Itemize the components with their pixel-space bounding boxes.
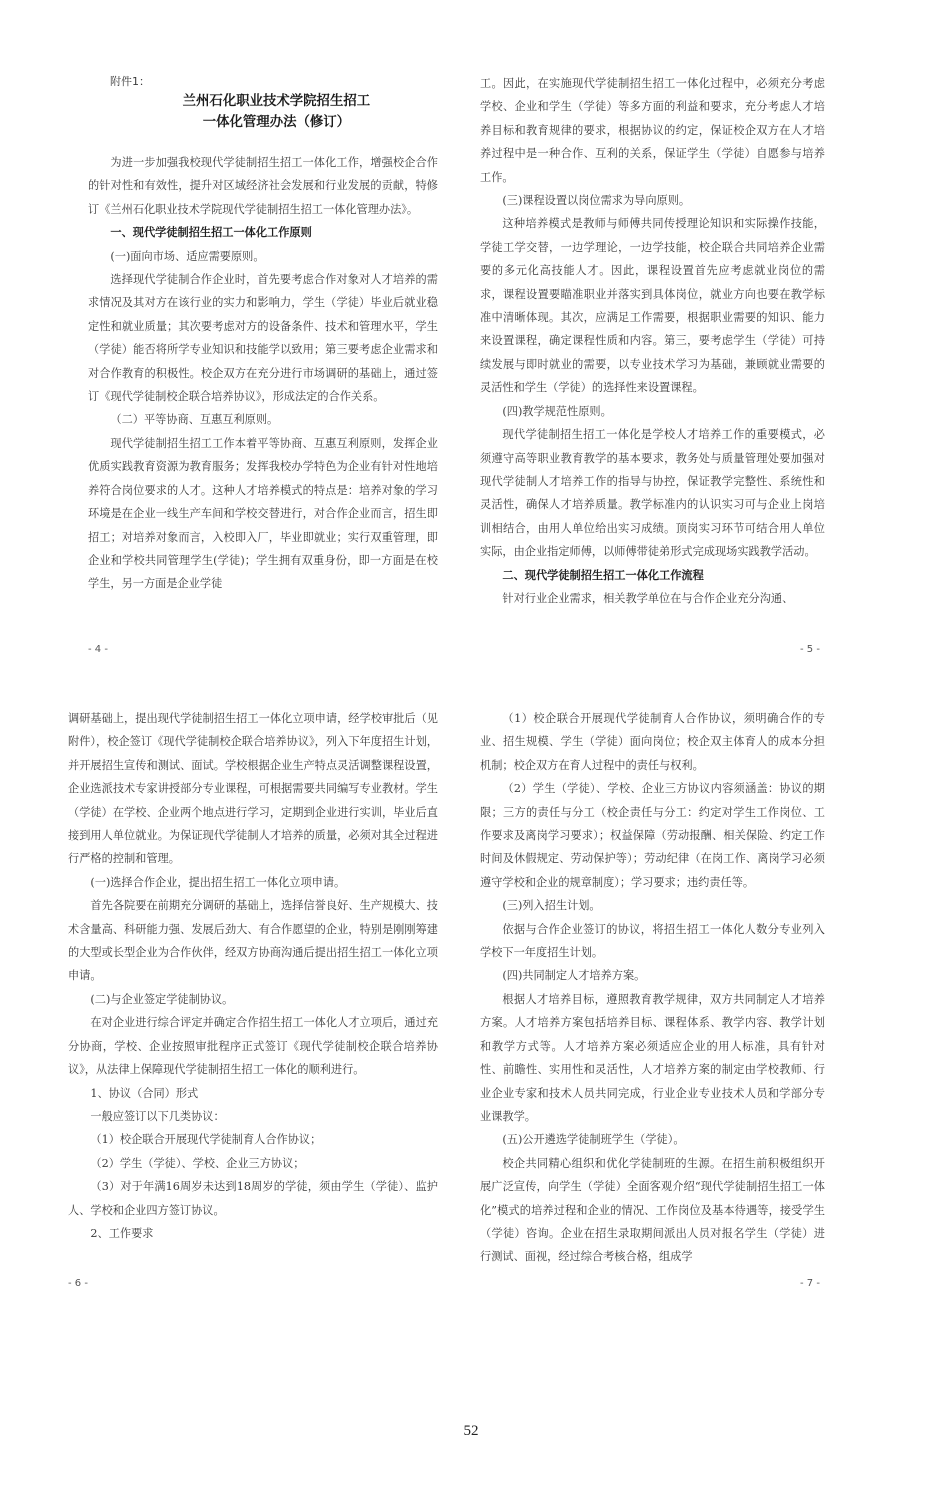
subheading-student-selection: (五)公开遴选学徒制班学生（学徒）。 <box>502 1133 685 1147</box>
paragraph-curriculum: 这种培养模式是教师与师傅共同传授理论知识和实际操作技能，学徒工学交替，一边学理论，一边学技能，校企联合共同培养企业需要的多元化高技能人才。因此，课程设置首先应考虑就业岗位的需求，课程设置要瞄准职业并落实到具体岗位，就业方向也要在教学标准中清晰体现。其次，应满足工作需要，根据职业需要的知识、能力来设置课程，确定课程性质和内容。第三，要考虑学生（学徒）可持续发展与即时就业的需要，以专业技术学习为基础，兼顾就业需要的灵活性和学生（学徒）的选择性来设置课程。 <box>480 217 825 395</box>
paragraph-process-start: 针对行业企业需求，相关教学单位在与合作企业充分沟通、 <box>502 591 794 605</box>
paragraph-market: 选择现代学徒制合作企业时，首先要考虑合作对象对人才培养的需求情况及其对方在该行业的实力和影响力，学生（学徒）毕业后就业稳定性和就业质量；其次要考虑对方的设备条件、技术和管理水平，学生（学徒）能否将所学专业知识和技能学以致用；第三要考虑企业需求和对合作教育的积极性。校企双方在充分进行市场调研的基础上，通过签订《现代学徒制校企联合培养协议》，形成法定的合作关系。 <box>88 273 438 404</box>
paragraph-cooperation-agreement: （1）校企联合开展现代学徒制育人合作协议，须明确合作的专业、招生规模、学生（学徒）面向岗位；校企双主体育人的成本分担机制；校企双方在育人过程中的责任与权利。 <box>480 712 825 772</box>
paragraph-tripartite-agreement: （2）学生（学徒）、学校、企业三方协议内容须涵盖：协议的期限；三方的责任与分工（校企责任与分工：约定对学生工作岗位、工作要求及离岗学习要求）；权益保障（劳动报酬、相关保险、约定工作时间及休假规定、劳动保护等）；劳动纪律（在岗工作、离岗学习必须遵守学校和企业的规章制度）；学习要求；违约责任等。 <box>480 782 825 889</box>
document-title-line2: 一体化管理办法（修订） <box>202 115 351 130</box>
section-heading-principles: 一、现代学徒制招生招工一体化工作原则 <box>110 226 312 240</box>
subheading-market: (一)面向市场、适应需要原则。 <box>110 249 265 263</box>
paragraph-select-enterprise: 首先各院要在前期充分调研的基础上，选择信誉良好、生产规模大、技术含量高、科研能力强、发展后劲大、有合作愿望的企业，特别是刚刚筹建的大型或长型企业为合作伙伴，经双方协商沟通后提出招生招工一体化立项申请。 <box>68 899 438 983</box>
section-heading-process: 二、现代学徒制招生招工一体化工作流程 <box>502 568 704 582</box>
page-6 <box>68 707 438 1277</box>
paragraph-continued: 调研基础上，提出现代学徒制招生招工一体化立项申请，经学校审批后（见附件），校企签订《现代学徒制校企联合培养协议》，列入下年度招生计划，并开展招生宣传和测试、面试。学校根据企业生产特点灵活调整课程设置，企业选派技术专家讲授部分专业课程，可根据需要共同编写专业教材。学生（学徒）在学校、企业两个地点进行学习，定期到企业进行实训，毕业后直接到用人单位就业。为保证现代学徒制人才培养的质量，必须对其全过程进行严格的控制和管理。 <box>68 712 438 866</box>
paragraph-teaching: 现代学徒制招生招工一体化是学校人才培养工作的重要模式，必须遵守高等职业教育教学的基本要求，教务处与质量管理处要加强对现代学徒制人才培养工作的指导与协控，保证教学完整性、系统性和灵活性，确保人才培养质量。教学标准内的认识实习可与企业上岗培训相结合，由用人单位给出实习成绩。顶岗实习环节可结合用人单位实际，由企业指定师傅，以师傅带徒弟形式完成现场实践教学活动。 <box>480 428 825 559</box>
paragraph-continued: 工。因此，在实施现代学徒制招生招工一体化过程中，必须充分考虑学校、企业和学生（学徒）等多方面的利益和要求，充分考虑人才培养目标和教育规律的要求，根据协议的约定，保证校企双方在人才培养过程中是一种合作、互利的关系，保证学生（学徒）自愿参与培养工作。 <box>480 77 825 184</box>
document-title-line1: 兰州石化职业技术学院招生招工 <box>182 94 371 109</box>
page-number-7: - 7 - <box>800 1278 820 1289</box>
list-item-1: （1）校企联合开展现代学徒制育人合作协议； <box>90 1133 322 1147</box>
paragraph-training-plan: 根据人才培养目标，遵照教育教学规律，双方共同制定人才培养方案。人才培养方案包括培养目标、课程体系、教学内容、教学计划和教学方式等。人才培养方案必须适应企业的用人标准，具有针对性、前瞻性、实用性和灵活性，人才培养方案的制定由学校教师、行业企业专家和技术人员共同完成，行业企业专业技术人员和学部分专业课教学。 <box>480 992 825 1123</box>
item-work-requirements: 2、工作要求 <box>90 1226 154 1240</box>
list-item-3: （3）对于年满16周岁未达到18周岁的学徒，须由学生（学徒）、监护人、学校和企业四方签订协议。 <box>68 1180 438 1217</box>
subheading-select-enterprise: (一)选择合作企业，提出招生招工一体化立项申请。 <box>90 875 346 889</box>
page-4 <box>88 72 438 642</box>
list-item-2: （2）学生（学徒）、学校、企业三方协议； <box>90 1156 305 1170</box>
page-number-5: - 5 - <box>800 644 820 655</box>
subheading-enrollment-plan: (三)列入招生计划。 <box>502 899 601 913</box>
item-agreement-types: 一般应签订以下几类协议： <box>90 1109 225 1123</box>
page-number-6: - 6 - <box>68 1278 88 1289</box>
subheading-curriculum: (三)课程设置以岗位需求为导向原则。 <box>502 194 691 208</box>
paragraph-sign-agreement: 在对企业进行综合评定并确定合作招生招工一体化人才立项后，通过充分协商，学校、企业按照审批程序正式签订《现代学徒制校企联合培养协议》，从法律上保障现代学徒制招生招工一体化的顺利进行。 <box>68 1016 438 1077</box>
subheading-sign-agreement: (二)与企业签定学徒制协议。 <box>90 992 234 1006</box>
attachment-label: 附件1： <box>110 75 150 88</box>
page-number-4: - 4 - <box>88 644 108 655</box>
paragraph-equality: 现代学徒制招生招工工作本着平等协商、互惠互利原则，发挥企业优质实践教育资源为教育服务；发挥我校办学特色为企业有针对性地培养符合岗位要求的人才。这种人才培养模式的特点是：培养对象的学习环境是在企业一线生产车间和学校交替进行，对合作企业而言，招生即招工；对培养对象而言，入校即入厂，毕业即就业；实行双重管理，即企业和学校共同管理学生(学徒)；学生拥有双重身份，即一方面是在校学生，另一方面是企业学徒 <box>88 436 438 591</box>
paragraph-enrollment-plan: 依据与合作企业签订的协议，将招生招工一体化人数分专业列入学校下一年度招生计划。 <box>480 922 825 960</box>
intro-paragraph: 为进一步加强我校现代学徒制招生招工一体化工作，增强校企合作的针对性和有效性，提升对区域经济社会发展和行业发展的贡献，特修订《兰州石化职业技术学院现代学徒制招生招工一体化管理办法》。 <box>88 156 438 216</box>
item-agreement-form: 1、协议（合同）形式 <box>90 1086 199 1100</box>
page-5 <box>480 72 825 642</box>
document-page-number: 52 <box>463 1423 479 1439</box>
subheading-teaching: (四)教学规范性原则。 <box>502 404 612 418</box>
subheading-equality: （二）平等协商、互惠互利原则。 <box>110 413 279 427</box>
subheading-training-plan: (四)共同制定人才培养方案。 <box>502 969 646 983</box>
page-7 <box>480 707 825 1277</box>
paragraph-student-selection: 校企共同精心组织和优化学徒制班的生源。在招生前积极组织开展广泛宣传，向学生（学徒）全面客观介绍“现代学徒制招生招工一体化”模式的培养过程和企业的情况、工作岗位及基本待遇等，接受学生（学徒）咨询。企业在招生录取期间派出人员对报名学生（学徒）进行测试、面视，经过综合考核合格，组成学 <box>480 1156 825 1264</box>
